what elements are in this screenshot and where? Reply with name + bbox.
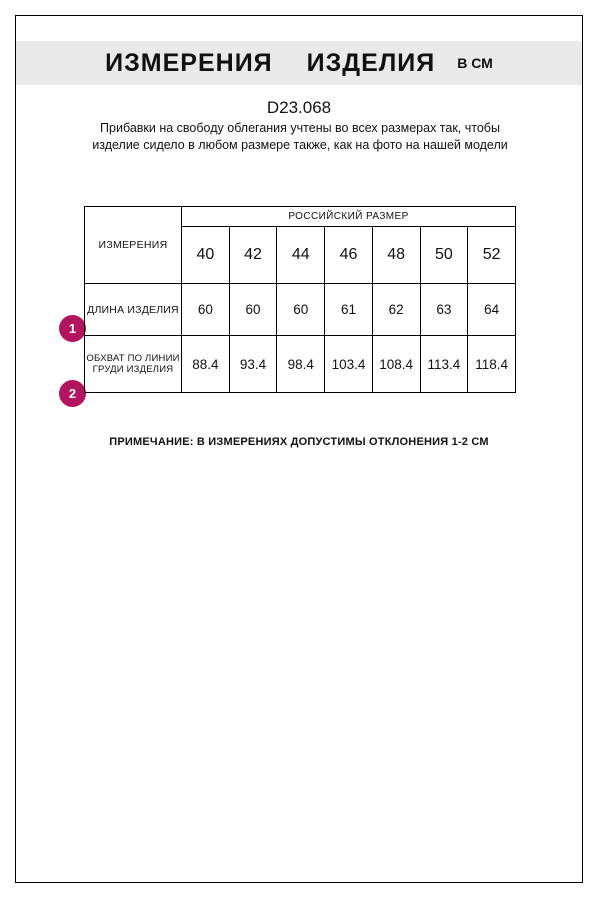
cell-chest-42: 93.4 — [229, 336, 277, 393]
row-marker-1: 1 — [59, 315, 86, 342]
cell-length-44: 60 — [277, 284, 325, 336]
size-header-40: 40 — [182, 227, 230, 284]
table-corner-label: ИЗМЕРЕНИЯ — [85, 207, 182, 284]
cell-chest-44: 98.4 — [277, 336, 325, 393]
cell-length-48: 62 — [372, 284, 420, 336]
size-table-wrapper — [84, 206, 516, 393]
units-label: В СМ — [457, 55, 493, 71]
cell-length-40: 60 — [182, 284, 230, 336]
page-header-band — [16, 41, 582, 85]
cell-length-46: 61 — [325, 284, 373, 336]
cell-chest-48: 108.4 — [372, 336, 420, 393]
size-header-44: 44 — [277, 227, 325, 284]
table-group-header-row — [85, 207, 516, 227]
row-label-chest: ОБХВАТ ПО ЛИНИИ ГРУДИ ИЗДЕЛИЯ — [85, 336, 182, 393]
row-label-length: ДЛИНА ИЗДЕЛИЯ — [85, 284, 182, 336]
measurement-card — [15, 15, 583, 883]
cell-length-50: 63 — [420, 284, 468, 336]
size-header-42: 42 — [229, 227, 277, 284]
cell-chest-52: 118.4 — [468, 336, 516, 393]
size-header-50: 50 — [420, 227, 468, 284]
cell-chest-50: 113.4 — [420, 336, 468, 393]
cell-length-52: 64 — [468, 284, 516, 336]
cell-chest-46: 103.4 — [325, 336, 373, 393]
intro-text: Прибавки на свободу облегания учтены во всех размерах так, чтобы изделие сидело в любом размере также, как на фото на нашей модели — [92, 121, 508, 152]
size-header-46: 46 — [325, 227, 373, 284]
size-table — [84, 206, 516, 393]
table-row — [85, 284, 516, 336]
note-text: ПРИМЕЧАНИЕ: В ИЗМЕРЕНИЯХ ДОПУСТИМЫ ОТКЛОНЕНИЯ 1-2 СМ — [109, 436, 489, 448]
page-title-measurements: ИЗМЕРЕНИЯ — [105, 48, 273, 77]
size-header-48: 48 — [372, 227, 420, 284]
cell-chest-40: 88.4 — [182, 336, 230, 393]
table-group-header: РОССИЙСКИЙ РАЗМЕР — [182, 207, 516, 227]
size-header-52: 52 — [468, 227, 516, 284]
row-marker-2: 2 — [59, 380, 86, 407]
page-title-product: ИЗДЕЛИЯ — [306, 48, 436, 77]
table-row — [85, 336, 516, 393]
cell-length-42: 60 — [229, 284, 277, 336]
product-code: D23.068 — [266, 98, 332, 117]
